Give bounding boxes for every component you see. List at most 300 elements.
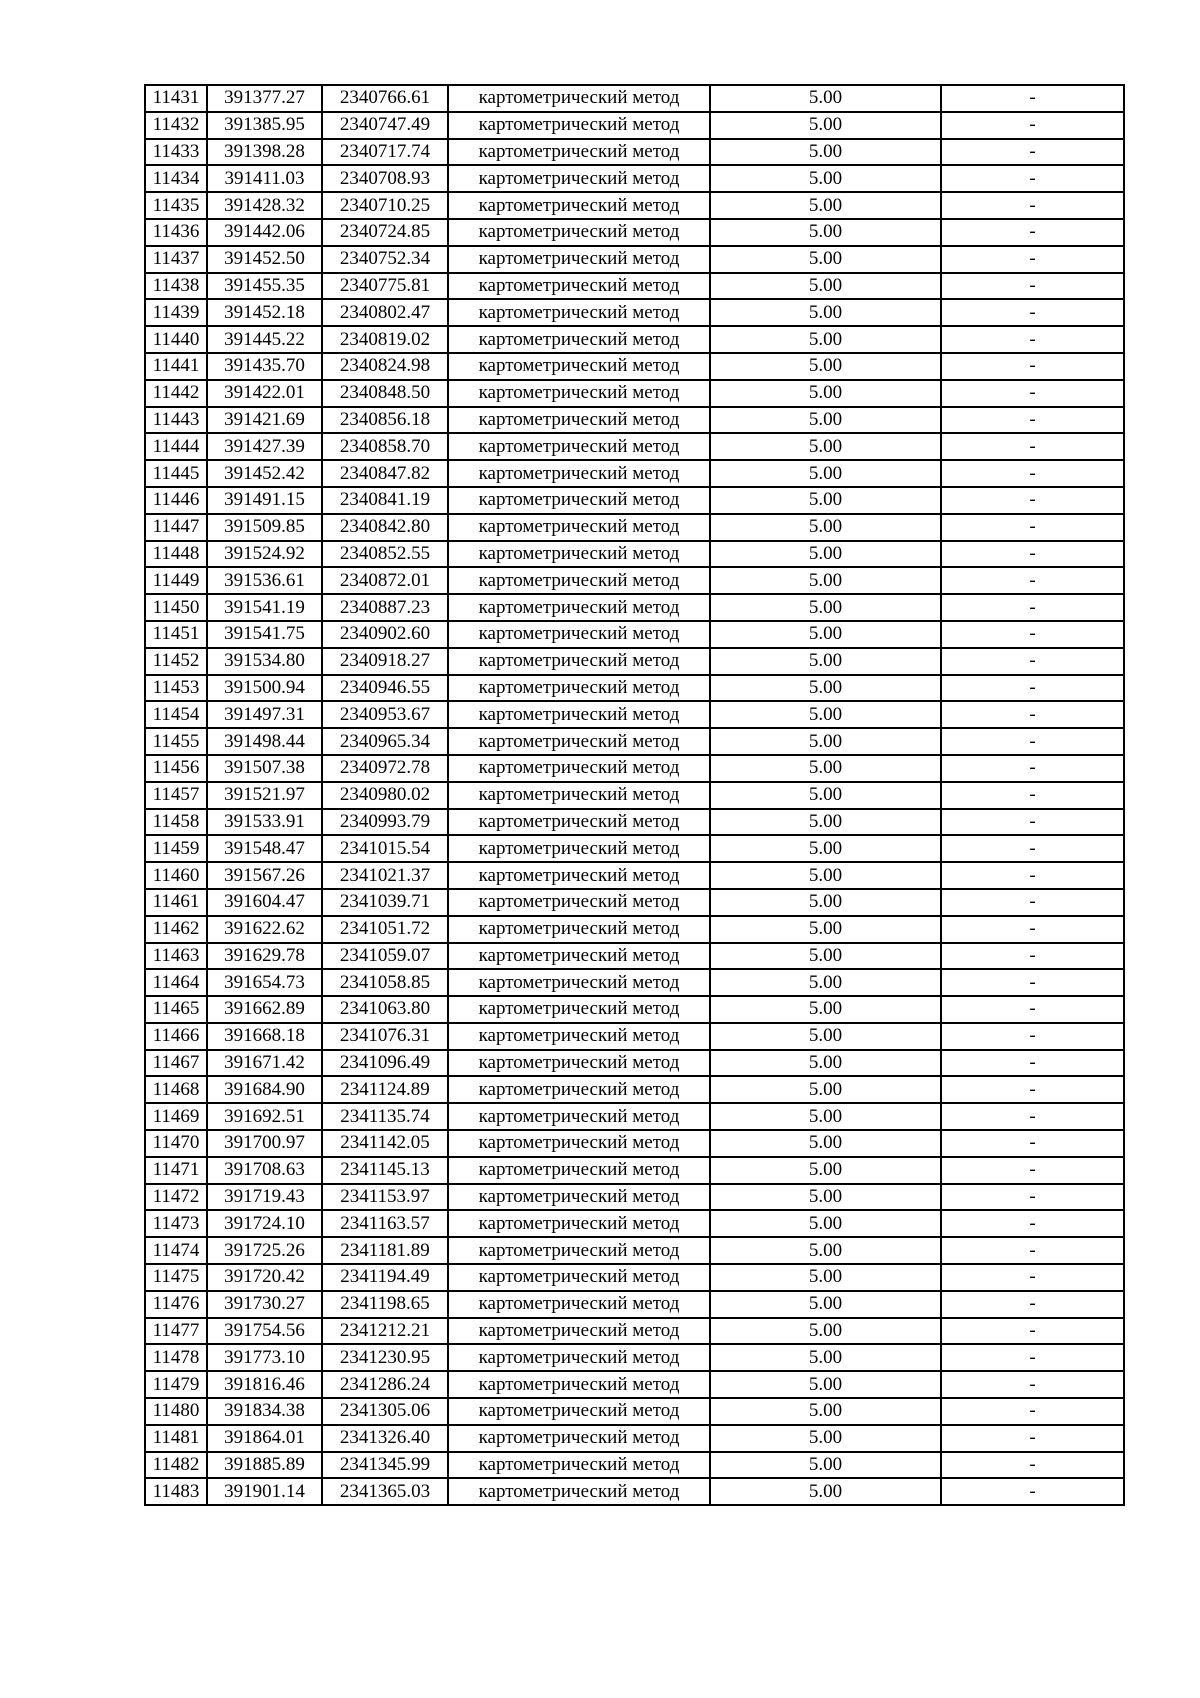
x-coordinate-cell: 391885.89 bbox=[207, 1452, 322, 1479]
method-cell: картометрический метод bbox=[448, 219, 710, 246]
accuracy-cell: 5.00 bbox=[710, 514, 941, 541]
point-number-cell: 11464 bbox=[145, 969, 207, 996]
description-cell: - bbox=[941, 701, 1124, 728]
accuracy-cell: 5.00 bbox=[710, 701, 941, 728]
accuracy-cell: 5.00 bbox=[710, 943, 941, 970]
accuracy-cell: 5.00 bbox=[710, 1076, 941, 1103]
y-coordinate-cell: 2340802.47 bbox=[322, 299, 448, 326]
table-row bbox=[145, 809, 1124, 836]
x-coordinate-cell: 391442.06 bbox=[207, 219, 322, 246]
accuracy-cell: 5.00 bbox=[710, 433, 941, 460]
description-cell: - bbox=[941, 1478, 1124, 1505]
y-coordinate-cell: 2340717.74 bbox=[322, 139, 448, 166]
point-number-cell: 11471 bbox=[145, 1157, 207, 1184]
x-coordinate-cell: 391754.56 bbox=[207, 1318, 322, 1345]
method-cell: картометрический метод bbox=[448, 165, 710, 192]
point-number-cell: 11437 bbox=[145, 246, 207, 273]
table-row bbox=[145, 1371, 1124, 1398]
accuracy-cell: 5.00 bbox=[710, 969, 941, 996]
accuracy-cell: 5.00 bbox=[710, 353, 941, 380]
point-number-cell: 11457 bbox=[145, 782, 207, 809]
accuracy-cell: 5.00 bbox=[710, 192, 941, 219]
point-number-cell: 11456 bbox=[145, 755, 207, 782]
table-row bbox=[145, 1478, 1124, 1505]
table-row bbox=[145, 541, 1124, 568]
x-coordinate-cell: 391452.50 bbox=[207, 246, 322, 273]
method-cell: картометрический метод bbox=[448, 514, 710, 541]
y-coordinate-cell: 2341326.40 bbox=[322, 1425, 448, 1452]
x-coordinate-cell: 391654.73 bbox=[207, 969, 322, 996]
accuracy-cell: 5.00 bbox=[710, 1264, 941, 1291]
y-coordinate-cell: 2341021.37 bbox=[322, 862, 448, 889]
description-cell: - bbox=[941, 728, 1124, 755]
table-row bbox=[145, 192, 1124, 219]
y-coordinate-cell: 2341181.89 bbox=[322, 1237, 448, 1264]
y-coordinate-cell: 2341153.97 bbox=[322, 1184, 448, 1211]
x-coordinate-cell: 391509.85 bbox=[207, 514, 322, 541]
y-coordinate-cell: 2341135.74 bbox=[322, 1103, 448, 1130]
x-coordinate-cell: 391377.27 bbox=[207, 85, 322, 112]
description-cell: - bbox=[941, 1237, 1124, 1264]
point-number-cell: 11449 bbox=[145, 567, 207, 594]
description-cell: - bbox=[941, 809, 1124, 836]
x-coordinate-cell: 391385.95 bbox=[207, 112, 322, 139]
method-cell: картометрический метод bbox=[448, 380, 710, 407]
x-coordinate-cell: 391421.69 bbox=[207, 407, 322, 434]
description-cell: - bbox=[941, 996, 1124, 1023]
accuracy-cell: 5.00 bbox=[710, 407, 941, 434]
table-row bbox=[145, 1237, 1124, 1264]
accuracy-cell: 5.00 bbox=[710, 728, 941, 755]
table-row bbox=[145, 1210, 1124, 1237]
description-cell: - bbox=[941, 165, 1124, 192]
accuracy-cell: 5.00 bbox=[710, 165, 941, 192]
point-number-cell: 11467 bbox=[145, 1050, 207, 1077]
description-cell: - bbox=[941, 648, 1124, 675]
y-coordinate-cell: 2341059.07 bbox=[322, 943, 448, 970]
x-coordinate-cell: 391491.15 bbox=[207, 487, 322, 514]
accuracy-cell: 5.00 bbox=[710, 809, 941, 836]
description-cell: - bbox=[941, 594, 1124, 621]
description-cell: - bbox=[941, 1157, 1124, 1184]
method-cell: картометрический метод bbox=[448, 192, 710, 219]
y-coordinate-cell: 2341015.54 bbox=[322, 835, 448, 862]
method-cell: картометрический метод bbox=[448, 1318, 710, 1345]
accuracy-cell: 5.00 bbox=[710, 299, 941, 326]
y-coordinate-cell: 2340710.25 bbox=[322, 192, 448, 219]
accuracy-cell: 5.00 bbox=[710, 460, 941, 487]
accuracy-cell: 5.00 bbox=[710, 1103, 941, 1130]
table-row bbox=[145, 273, 1124, 300]
x-coordinate-cell: 391445.22 bbox=[207, 326, 322, 353]
y-coordinate-cell: 2341096.49 bbox=[322, 1050, 448, 1077]
description-cell: - bbox=[941, 943, 1124, 970]
point-number-cell: 11443 bbox=[145, 407, 207, 434]
method-cell: картометрический метод bbox=[448, 916, 710, 943]
point-number-cell: 11431 bbox=[145, 85, 207, 112]
accuracy-cell: 5.00 bbox=[710, 139, 941, 166]
method-cell: картометрический метод bbox=[448, 487, 710, 514]
x-coordinate-cell: 391773.10 bbox=[207, 1344, 322, 1371]
method-cell: картометрический метод bbox=[448, 728, 710, 755]
y-coordinate-cell: 2340872.01 bbox=[322, 567, 448, 594]
description-cell: - bbox=[941, 889, 1124, 916]
x-coordinate-cell: 391427.39 bbox=[207, 433, 322, 460]
description-cell: - bbox=[941, 353, 1124, 380]
x-coordinate-cell: 391452.18 bbox=[207, 299, 322, 326]
method-cell: картометрический метод bbox=[448, 1344, 710, 1371]
y-coordinate-cell: 2341212.21 bbox=[322, 1318, 448, 1345]
description-cell: - bbox=[941, 433, 1124, 460]
description-cell: - bbox=[941, 1076, 1124, 1103]
y-coordinate-cell: 2340752.34 bbox=[322, 246, 448, 273]
accuracy-cell: 5.00 bbox=[710, 648, 941, 675]
description-cell: - bbox=[941, 1210, 1124, 1237]
point-number-cell: 11483 bbox=[145, 1478, 207, 1505]
y-coordinate-cell: 2340856.18 bbox=[322, 407, 448, 434]
accuracy-cell: 5.00 bbox=[710, 996, 941, 1023]
description-cell: - bbox=[941, 1371, 1124, 1398]
description-cell: - bbox=[941, 273, 1124, 300]
method-cell: картометрический метод bbox=[448, 1291, 710, 1318]
table-row bbox=[145, 1452, 1124, 1479]
method-cell: картометрический метод bbox=[448, 139, 710, 166]
x-coordinate-cell: 391541.19 bbox=[207, 594, 322, 621]
method-cell: картометрический метод bbox=[448, 1103, 710, 1130]
point-number-cell: 11460 bbox=[145, 862, 207, 889]
table-row bbox=[145, 165, 1124, 192]
description-cell: - bbox=[941, 1425, 1124, 1452]
accuracy-cell: 5.00 bbox=[710, 782, 941, 809]
x-coordinate-cell: 391629.78 bbox=[207, 943, 322, 970]
point-number-cell: 11462 bbox=[145, 916, 207, 943]
point-number-cell: 11433 bbox=[145, 139, 207, 166]
accuracy-cell: 5.00 bbox=[710, 755, 941, 782]
y-coordinate-cell: 2340980.02 bbox=[322, 782, 448, 809]
y-coordinate-cell: 2341124.89 bbox=[322, 1076, 448, 1103]
point-number-cell: 11453 bbox=[145, 675, 207, 702]
method-cell: картометрический метод bbox=[448, 755, 710, 782]
table-row bbox=[145, 139, 1124, 166]
x-coordinate-cell: 391521.97 bbox=[207, 782, 322, 809]
y-coordinate-cell: 2340847.82 bbox=[322, 460, 448, 487]
table-row bbox=[145, 433, 1124, 460]
accuracy-cell: 5.00 bbox=[710, 1398, 941, 1425]
table-row bbox=[145, 112, 1124, 139]
accuracy-cell: 5.00 bbox=[710, 1452, 941, 1479]
x-coordinate-cell: 391720.42 bbox=[207, 1264, 322, 1291]
point-number-cell: 11479 bbox=[145, 1371, 207, 1398]
table-row bbox=[145, 1184, 1124, 1211]
y-coordinate-cell: 2340887.23 bbox=[322, 594, 448, 621]
table-row bbox=[145, 1076, 1124, 1103]
accuracy-cell: 5.00 bbox=[710, 1050, 941, 1077]
x-coordinate-cell: 391730.27 bbox=[207, 1291, 322, 1318]
method-cell: картометрический метод bbox=[448, 594, 710, 621]
table-row bbox=[145, 862, 1124, 889]
method-cell: картометрический метод bbox=[448, 567, 710, 594]
point-number-cell: 11473 bbox=[145, 1210, 207, 1237]
accuracy-cell: 5.00 bbox=[710, 219, 941, 246]
method-cell: картометрический метод bbox=[448, 969, 710, 996]
description-cell: - bbox=[941, 192, 1124, 219]
x-coordinate-cell: 391671.42 bbox=[207, 1050, 322, 1077]
description-cell: - bbox=[941, 916, 1124, 943]
table-row bbox=[145, 326, 1124, 353]
table-row bbox=[145, 407, 1124, 434]
accuracy-cell: 5.00 bbox=[710, 621, 941, 648]
x-coordinate-cell: 391411.03 bbox=[207, 165, 322, 192]
table-row bbox=[145, 353, 1124, 380]
method-cell: картометрический метод bbox=[448, 1425, 710, 1452]
y-coordinate-cell: 2341305.06 bbox=[322, 1398, 448, 1425]
y-coordinate-cell: 2341194.49 bbox=[322, 1264, 448, 1291]
x-coordinate-cell: 391567.26 bbox=[207, 862, 322, 889]
table-row bbox=[145, 1130, 1124, 1157]
method-cell: картометрический метод bbox=[448, 299, 710, 326]
method-cell: картометрический метод bbox=[448, 112, 710, 139]
table-row bbox=[145, 1103, 1124, 1130]
point-number-cell: 11478 bbox=[145, 1344, 207, 1371]
description-cell: - bbox=[941, 621, 1124, 648]
x-coordinate-cell: 391534.80 bbox=[207, 648, 322, 675]
accuracy-cell: 5.00 bbox=[710, 675, 941, 702]
x-coordinate-cell: 391422.01 bbox=[207, 380, 322, 407]
table-row bbox=[145, 782, 1124, 809]
y-coordinate-cell: 2341345.99 bbox=[322, 1452, 448, 1479]
description-cell: - bbox=[941, 1452, 1124, 1479]
description-cell: - bbox=[941, 246, 1124, 273]
method-cell: картометрический метод bbox=[448, 1210, 710, 1237]
table-row bbox=[145, 219, 1124, 246]
point-number-cell: 11455 bbox=[145, 728, 207, 755]
table-row bbox=[145, 996, 1124, 1023]
point-number-cell: 11480 bbox=[145, 1398, 207, 1425]
x-coordinate-cell: 391708.63 bbox=[207, 1157, 322, 1184]
accuracy-cell: 5.00 bbox=[710, 567, 941, 594]
y-coordinate-cell: 2341076.31 bbox=[322, 1023, 448, 1050]
method-cell: картометрический метод bbox=[448, 85, 710, 112]
x-coordinate-cell: 391548.47 bbox=[207, 835, 322, 862]
accuracy-cell: 5.00 bbox=[710, 487, 941, 514]
table-row bbox=[145, 1157, 1124, 1184]
accuracy-cell: 5.00 bbox=[710, 1425, 941, 1452]
table-row bbox=[145, 594, 1124, 621]
description-cell: - bbox=[941, 969, 1124, 996]
table-row bbox=[145, 460, 1124, 487]
method-cell: картометрический метод bbox=[448, 1184, 710, 1211]
y-coordinate-cell: 2340841.19 bbox=[322, 487, 448, 514]
table-row bbox=[145, 299, 1124, 326]
description-cell: - bbox=[941, 1398, 1124, 1425]
description-cell: - bbox=[941, 1184, 1124, 1211]
accuracy-cell: 5.00 bbox=[710, 326, 941, 353]
method-cell: картометрический метод bbox=[448, 407, 710, 434]
coordinates-table bbox=[144, 84, 1125, 1506]
point-number-cell: 11432 bbox=[145, 112, 207, 139]
point-number-cell: 11477 bbox=[145, 1318, 207, 1345]
description-cell: - bbox=[941, 85, 1124, 112]
x-coordinate-cell: 391507.38 bbox=[207, 755, 322, 782]
point-number-cell: 11468 bbox=[145, 1076, 207, 1103]
x-coordinate-cell: 391901.14 bbox=[207, 1478, 322, 1505]
point-number-cell: 11442 bbox=[145, 380, 207, 407]
point-number-cell: 11459 bbox=[145, 835, 207, 862]
accuracy-cell: 5.00 bbox=[710, 1344, 941, 1371]
accuracy-cell: 5.00 bbox=[710, 1184, 941, 1211]
accuracy-cell: 5.00 bbox=[710, 380, 941, 407]
method-cell: картометрический метод bbox=[448, 1237, 710, 1264]
y-coordinate-cell: 2340953.67 bbox=[322, 701, 448, 728]
point-number-cell: 11438 bbox=[145, 273, 207, 300]
point-number-cell: 11435 bbox=[145, 192, 207, 219]
x-coordinate-cell: 391541.75 bbox=[207, 621, 322, 648]
point-number-cell: 11466 bbox=[145, 1023, 207, 1050]
description-cell: - bbox=[941, 514, 1124, 541]
method-cell: картометрический метод bbox=[448, 1478, 710, 1505]
y-coordinate-cell: 2340993.79 bbox=[322, 809, 448, 836]
x-coordinate-cell: 391725.26 bbox=[207, 1237, 322, 1264]
description-cell: - bbox=[941, 1318, 1124, 1345]
accuracy-cell: 5.00 bbox=[710, 862, 941, 889]
description-cell: - bbox=[941, 567, 1124, 594]
y-coordinate-cell: 2340902.60 bbox=[322, 621, 448, 648]
method-cell: картометрический метод bbox=[448, 996, 710, 1023]
method-cell: картометрический метод bbox=[448, 1398, 710, 1425]
method-cell: картометрический метод bbox=[448, 273, 710, 300]
table-row bbox=[145, 487, 1124, 514]
accuracy-cell: 5.00 bbox=[710, 594, 941, 621]
accuracy-cell: 5.00 bbox=[710, 916, 941, 943]
table-row bbox=[145, 701, 1124, 728]
method-cell: картометрический метод bbox=[448, 1157, 710, 1184]
table-row bbox=[145, 1050, 1124, 1077]
method-cell: картометрический метод bbox=[448, 541, 710, 568]
description-cell: - bbox=[941, 299, 1124, 326]
description-cell: - bbox=[941, 139, 1124, 166]
x-coordinate-cell: 391398.28 bbox=[207, 139, 322, 166]
y-coordinate-cell: 2340946.55 bbox=[322, 675, 448, 702]
x-coordinate-cell: 391668.18 bbox=[207, 1023, 322, 1050]
description-cell: - bbox=[941, 1344, 1124, 1371]
point-number-cell: 11441 bbox=[145, 353, 207, 380]
y-coordinate-cell: 2340724.85 bbox=[322, 219, 448, 246]
accuracy-cell: 5.00 bbox=[710, 1023, 941, 1050]
description-cell: - bbox=[941, 460, 1124, 487]
description-cell: - bbox=[941, 326, 1124, 353]
point-number-cell: 11472 bbox=[145, 1184, 207, 1211]
point-number-cell: 11436 bbox=[145, 219, 207, 246]
method-cell: картометрический метод bbox=[448, 621, 710, 648]
y-coordinate-cell: 2341286.24 bbox=[322, 1371, 448, 1398]
y-coordinate-cell: 2340848.50 bbox=[322, 380, 448, 407]
x-coordinate-cell: 391452.42 bbox=[207, 460, 322, 487]
point-number-cell: 11463 bbox=[145, 943, 207, 970]
method-cell: картометрический метод bbox=[448, 675, 710, 702]
x-coordinate-cell: 391622.62 bbox=[207, 916, 322, 943]
method-cell: картометрический метод bbox=[448, 1076, 710, 1103]
y-coordinate-cell: 2341163.57 bbox=[322, 1210, 448, 1237]
x-coordinate-cell: 391533.91 bbox=[207, 809, 322, 836]
table-row bbox=[145, 916, 1124, 943]
method-cell: картометрический метод bbox=[448, 782, 710, 809]
accuracy-cell: 5.00 bbox=[710, 1478, 941, 1505]
y-coordinate-cell: 2340918.27 bbox=[322, 648, 448, 675]
y-coordinate-cell: 2341051.72 bbox=[322, 916, 448, 943]
point-number-cell: 11481 bbox=[145, 1425, 207, 1452]
y-coordinate-cell: 2340708.93 bbox=[322, 165, 448, 192]
method-cell: картометрический метод bbox=[448, 1023, 710, 1050]
description-cell: - bbox=[941, 1130, 1124, 1157]
method-cell: картометрический метод bbox=[448, 1371, 710, 1398]
method-cell: картометрический метод bbox=[448, 701, 710, 728]
accuracy-cell: 5.00 bbox=[710, 1237, 941, 1264]
point-number-cell: 11454 bbox=[145, 701, 207, 728]
y-coordinate-cell: 2341145.13 bbox=[322, 1157, 448, 1184]
point-number-cell: 11447 bbox=[145, 514, 207, 541]
accuracy-cell: 5.00 bbox=[710, 1291, 941, 1318]
y-coordinate-cell: 2341039.71 bbox=[322, 889, 448, 916]
table-row bbox=[145, 85, 1124, 112]
y-coordinate-cell: 2340766.61 bbox=[322, 85, 448, 112]
point-number-cell: 11445 bbox=[145, 460, 207, 487]
accuracy-cell: 5.00 bbox=[710, 541, 941, 568]
table-row bbox=[145, 1318, 1124, 1345]
method-cell: картометрический метод bbox=[448, 460, 710, 487]
point-number-cell: 11439 bbox=[145, 299, 207, 326]
x-coordinate-cell: 391864.01 bbox=[207, 1425, 322, 1452]
x-coordinate-cell: 391524.92 bbox=[207, 541, 322, 568]
table-row bbox=[145, 943, 1124, 970]
y-coordinate-cell: 2340819.02 bbox=[322, 326, 448, 353]
description-cell: - bbox=[941, 407, 1124, 434]
table-row bbox=[145, 1023, 1124, 1050]
accuracy-cell: 5.00 bbox=[710, 273, 941, 300]
table-row bbox=[145, 246, 1124, 273]
point-number-cell: 11452 bbox=[145, 648, 207, 675]
accuracy-cell: 5.00 bbox=[710, 1318, 941, 1345]
method-cell: картометрический метод bbox=[448, 353, 710, 380]
method-cell: картометрический метод bbox=[448, 1130, 710, 1157]
table-row bbox=[145, 1398, 1124, 1425]
method-cell: картометрический метод bbox=[448, 809, 710, 836]
accuracy-cell: 5.00 bbox=[710, 112, 941, 139]
method-cell: картометрический метод bbox=[448, 433, 710, 460]
x-coordinate-cell: 391816.46 bbox=[207, 1371, 322, 1398]
method-cell: картометрический метод bbox=[448, 1452, 710, 1479]
point-number-cell: 11470 bbox=[145, 1130, 207, 1157]
y-coordinate-cell: 2341365.03 bbox=[322, 1478, 448, 1505]
y-coordinate-cell: 2341230.95 bbox=[322, 1344, 448, 1371]
description-cell: - bbox=[941, 675, 1124, 702]
y-coordinate-cell: 2340842.80 bbox=[322, 514, 448, 541]
description-cell: - bbox=[941, 1050, 1124, 1077]
point-number-cell: 11482 bbox=[145, 1452, 207, 1479]
point-number-cell: 11475 bbox=[145, 1264, 207, 1291]
description-cell: - bbox=[941, 1264, 1124, 1291]
y-coordinate-cell: 2340858.70 bbox=[322, 433, 448, 460]
method-cell: картометрический метод bbox=[448, 862, 710, 889]
description-cell: - bbox=[941, 541, 1124, 568]
point-number-cell: 11450 bbox=[145, 594, 207, 621]
table-row bbox=[145, 1264, 1124, 1291]
table-row bbox=[145, 728, 1124, 755]
point-number-cell: 11451 bbox=[145, 621, 207, 648]
point-number-cell: 11444 bbox=[145, 433, 207, 460]
table-row bbox=[145, 835, 1124, 862]
method-cell: картометрический метод bbox=[448, 648, 710, 675]
point-number-cell: 11440 bbox=[145, 326, 207, 353]
